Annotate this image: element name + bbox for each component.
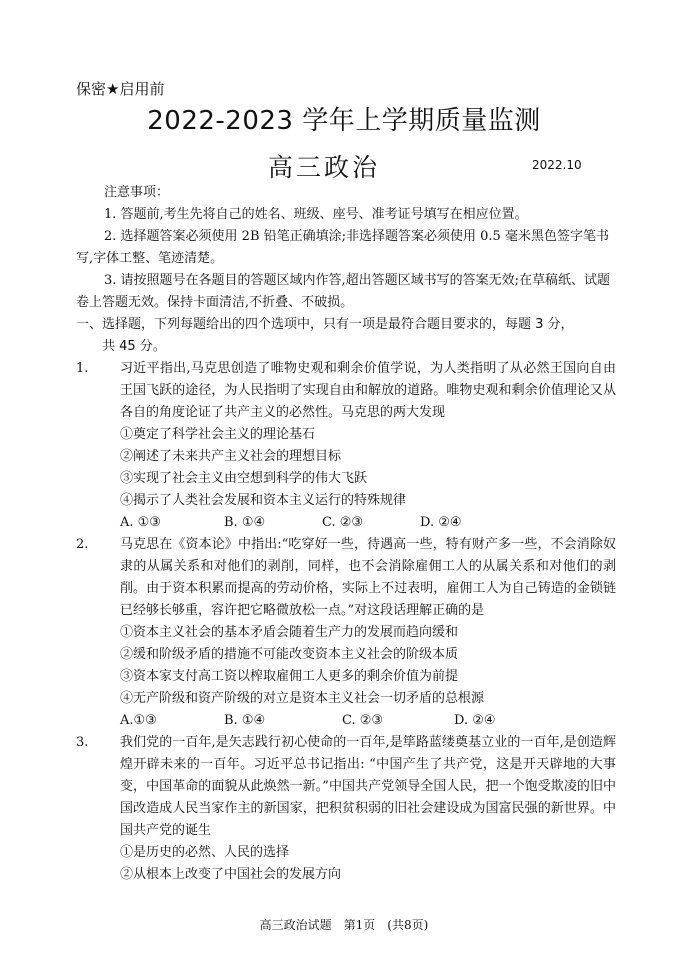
section-heading-line2: 共 45 分。 [102, 339, 166, 354]
question-number: 3. [76, 735, 89, 750]
exam-title: 2022-2023 学年上学期质量监测 [147, 106, 541, 136]
statement-option: ④无产阶级和资产阶级的对立是资本主义社会一切矛盾的总根源 [120, 691, 485, 706]
exam-date: 2022.10 [532, 158, 582, 172]
exam-body [76, 182, 616, 886]
notice-block [76, 182, 616, 314]
notice-item: 2. 选择题答案必须使用 2B 铅笔正确填涂;非选择题答案必须使用 0.5 毫米黑色签字笔书写,字体工整、笔迹清楚。 [76, 229, 609, 266]
section-heading-line1: 一、选择题，下列每题给出的四个选项中，只有一项是最符合题目要求的，每题 3 分， [76, 317, 574, 332]
notice-heading: 注意事项： [104, 185, 170, 200]
section-heading [76, 314, 616, 358]
answer-choices [120, 710, 616, 732]
statement-option: ③实现了社会主义由空想到科学的伟大飞跃 [120, 471, 368, 486]
choice-c[interactable]: C. ②③ [322, 515, 364, 530]
notice-item: 3. 请按照题号在各题目的答题区域内作答,超出答题区域书写的答案无效;在草稿纸、试题卷上答题无效。保持卡面清洁,不折叠、不破损。 [76, 273, 611, 310]
question-2 [76, 534, 616, 732]
choice-a[interactable]: A. ①③ [120, 515, 161, 530]
choice-d[interactable]: D. ②④ [454, 713, 496, 728]
statement-option: ②缓和阶级矛盾的措施不可能改变资本主义社会的阶级本质 [120, 647, 459, 662]
statement-option: ④揭示了人类社会发展和资本主义运行的特殊规律 [120, 493, 407, 508]
confidential-label: 保密★启用前 [76, 80, 165, 98]
statement-option: ②从根本上改变了中国社会的发展方向 [120, 867, 342, 882]
choice-b[interactable]: B. ①④ [224, 515, 266, 530]
exam-subject: 高三政治 [268, 153, 381, 182]
question-3 [76, 732, 616, 886]
question-stem: 马克思在《资本论》中指出:“吃穿好一些，待遇高一些，特有财产多一些，不会消除奴隶的从属关系和对他们的剥削，同样，也不会消除雇佣工人的从属关系和对他们的剥削。由于资本积累而提高的劳动价格，实际上不过表明，雇佣工人为自己铸造的金锁链已经够长够重，容许把它略微放松一点。”对这段话理解正确的是 [120, 537, 616, 618]
question-1 [76, 358, 616, 534]
notice-item: 1. 答题前,考生先将自己的姓名、班级、座号、准考证号填写在相应位置。 [104, 207, 528, 222]
answer-choices [120, 512, 616, 534]
question-number: 1. [76, 361, 89, 376]
choice-a[interactable]: A.①③ [120, 713, 157, 728]
question-number: 2. [76, 537, 89, 552]
statement-option: ①奠定了科学社会主义的理论基石 [120, 427, 316, 442]
statement-option: ①资本主义社会的基本矛盾会随着生产力的发展而趋向缓和 [120, 625, 459, 640]
choice-c[interactable]: C. ②③ [342, 713, 384, 728]
choice-d[interactable]: D. ②④ [420, 515, 462, 530]
question-stem: 习近平指出,马克思创造了唯物史观和剩余价值学说，为人类指明了从必然王国向自由王国飞跃的途径，为人民指明了实现自由和解放的道路。唯物史观和剩余价值理论又从各自的角度论证了共产主义的必然性。马克思的两大发现 [120, 361, 616, 420]
page-footer: 高三政治试题 第1页 (共8页) [259, 918, 429, 932]
statement-option: ①是历史的必然、人民的选择 [120, 845, 290, 860]
statement-option: ②阐述了未来共产主义社会的理想目标 [120, 449, 342, 464]
choice-b[interactable]: B. ①④ [224, 713, 266, 728]
statement-option: ③资本家支付高工资以榨取雇佣工人更多的剩余价值为前提 [120, 669, 459, 684]
question-stem: 我们党的一百年,是矢志践行初心使命的一百年,是筚路蓝缕奠基立业的一百年,是创造辉煌开辟未来的一百年。习近平总书记指出: “中国产生了共产党，这是开天辟地的大事变，中国革命的面貌从此焕然一新。”中国共产党领导全国人民，把一个饱受欺凌的旧中国改造成人民当家作主的新国家，把积贫积弱的旧社会建设成为国富民强的新世界。中国共产党的诞生 [120, 735, 616, 838]
